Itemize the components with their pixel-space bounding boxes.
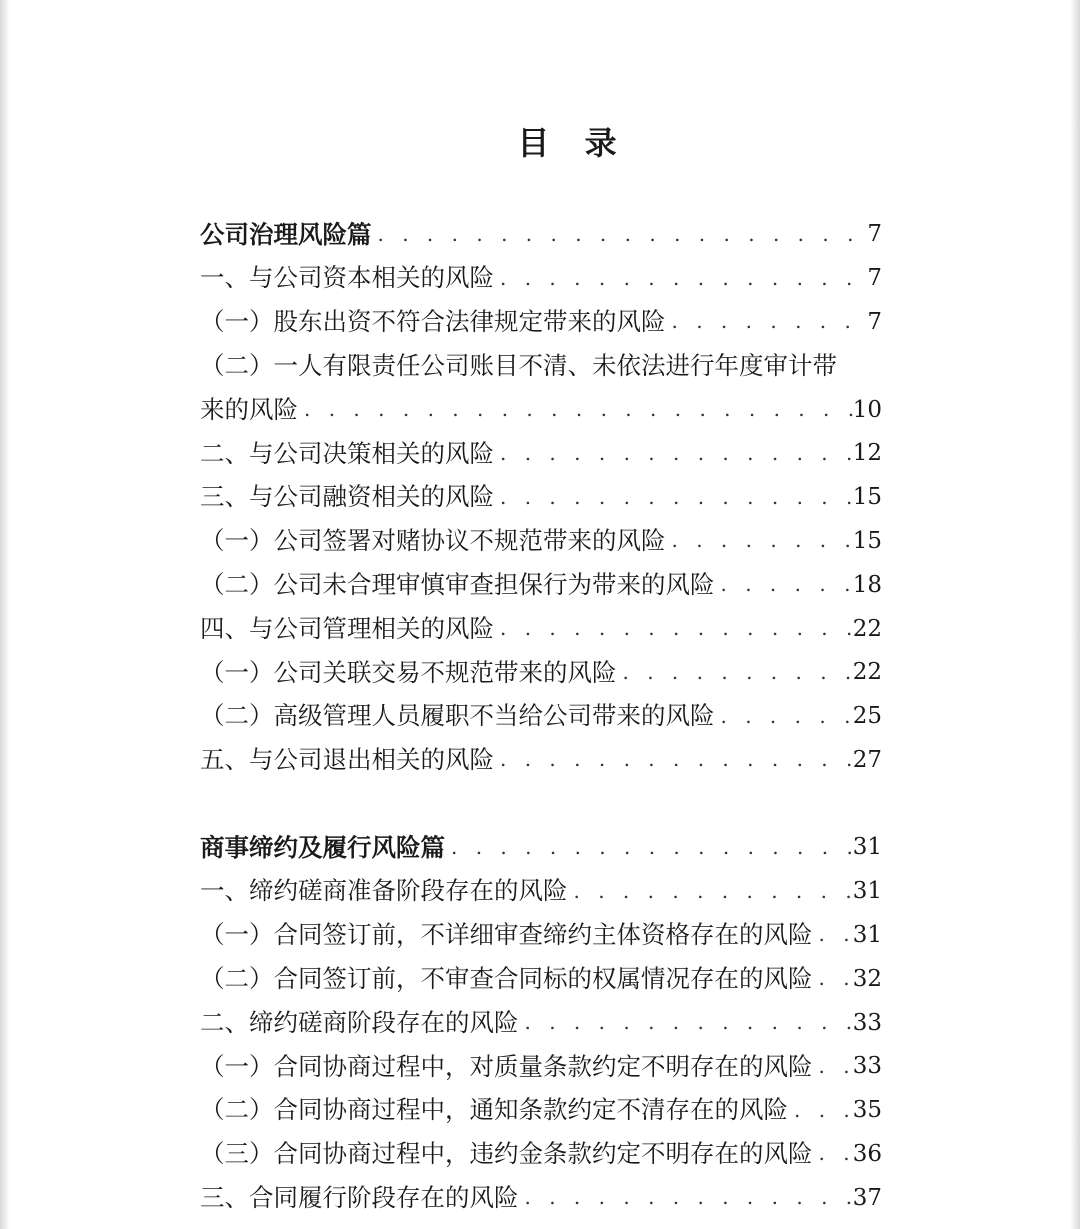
toc-entry[interactable] [200,301,882,345]
toc-entry[interactable] [200,1045,882,1089]
toc-page-number: 18 [852,571,882,598]
toc-page-number: 33 [852,1053,882,1080]
toc-page-number: 36 [852,1140,882,1167]
toc-entry[interactable] [200,695,882,739]
toc-entry-text: （二）公司未合理审慎审查担保行为带来的风险 [200,570,715,600]
toc-entry-text: （二）合同签订前，不审查合同标的权属情况存在的风险 [200,964,813,994]
toc-page-number: 31 [852,834,882,861]
toc-entry[interactable] [200,257,882,301]
toc-entry-text: 二、与公司决策相关的风险 [200,438,494,468]
toc-entry[interactable] [200,957,882,1001]
toc-entry-text: 四、与公司管理相关的风险 [200,613,494,643]
dot-leader [666,311,868,331]
toc-entry-text: 三、合同履行阶段存在的风险 [200,1183,519,1213]
toc-entry[interactable] [200,1176,882,1220]
dot-leader [813,1056,853,1076]
toc-entry[interactable] [200,914,882,958]
dot-leader [715,706,853,726]
toc-page-number: 15 [852,484,882,511]
toc-entry[interactable] [200,607,882,651]
toc-page-number: 31 [852,921,882,948]
dot-leader [813,924,853,944]
toc-page-number: 22 [852,659,882,686]
toc-section-corporate-governance [200,213,882,782]
toc-entry[interactable] [200,563,882,607]
toc-entry-text: （一）公司关联交易不规范带来的风险 [200,657,617,687]
dot-leader [494,487,853,507]
dot-leader [666,530,853,550]
toc-entry[interactable] [200,1089,882,1133]
toc-entry-text: （一）合同签订前，不详细审查缔约主体资格存在的风险 [200,920,813,950]
toc-entry[interactable] [200,520,882,564]
toc-page-number: 25 [852,703,882,730]
toc-entry-text: （二）一人有限责任公司账目不清、未依法进行年度审计带 [200,351,837,381]
dot-leader [494,443,853,463]
dot-leader [788,1100,853,1120]
dot-leader [715,574,853,594]
toc-entry[interactable] [200,870,882,914]
toc-entry-text: 二、缔约磋商阶段存在的风险 [200,1007,519,1037]
dot-leader [617,662,853,682]
toc-entry[interactable] [200,388,882,432]
toc-entry[interactable] [200,739,882,783]
dot-leader [494,618,853,638]
dot-leader [813,1143,853,1163]
dot-leader [494,268,867,288]
dot-leader [519,1012,853,1032]
toc-entry-text: 公司治理风险篇 [200,219,372,249]
toc-entry-wrapped[interactable] [200,344,882,388]
toc-entry[interactable] [200,651,882,695]
dot-leader [372,224,868,244]
toc-entry-text: （一）合同协商过程中，对质量条款约定不明存在的风险 [200,1051,813,1081]
toc-entry-text: （一）股东出资不符合法律规定带来的风险 [200,307,666,337]
toc-entry-text: 商事缔约及履行风险篇 [200,832,445,862]
toc-page-number: 7 [867,308,882,335]
toc-page-number: 37 [852,1184,882,1211]
dot-leader [568,881,853,901]
toc-page-number: 31 [852,878,882,905]
toc-page-number: 7 [867,265,882,292]
toc-page-number: 35 [852,1097,882,1124]
toc-section-commercial-contracting [200,826,882,1220]
toc-page-number: 22 [852,615,882,642]
toc-entry[interactable] [200,476,882,520]
dot-leader [494,749,853,769]
toc-page-number: 10 [852,396,882,423]
toc-page-number: 27 [852,746,882,773]
toc-page-number: 15 [852,527,882,554]
toc-entry-text: （三）合同协商过程中，违约金条款约定不明存在的风险 [200,1139,813,1169]
toc-entry-text: 五、与公司退出相关的风险 [200,745,494,775]
dot-leader [298,399,853,419]
toc-page-number: 32 [852,965,882,992]
toc-heading[interactable] [200,826,882,870]
page-title: 目 录 [517,124,629,162]
toc-heading[interactable] [200,213,882,257]
toc-entry-text: （二）高级管理人员履职不当给公司带来的风险 [200,701,715,731]
toc-entry[interactable] [200,432,882,476]
toc-entry-text: 三、与公司融资相关的风险 [200,482,494,512]
toc-entry-text: 来的风险 [200,394,298,424]
dot-leader [813,968,853,988]
toc-page-number: 7 [867,221,882,248]
dot-leader [445,837,853,857]
toc-entry-text: 一、缔约磋商准备阶段存在的风险 [200,876,568,906]
toc-entry-text: （一）公司签署对赌协议不规范带来的风险 [200,526,666,556]
toc-entry[interactable] [200,1133,882,1177]
toc-page-number: 33 [852,1009,882,1036]
toc-entry-text: 一、与公司资本相关的风险 [200,263,494,293]
dot-leader [519,1187,853,1207]
toc-entry-text: （二）合同协商过程中，通知条款约定不清存在的风险 [200,1095,788,1125]
toc-entry[interactable] [200,1001,882,1045]
page-edge-right [1070,0,1080,1229]
page-edge-left [0,0,10,1229]
toc-page-number: 12 [852,440,882,467]
